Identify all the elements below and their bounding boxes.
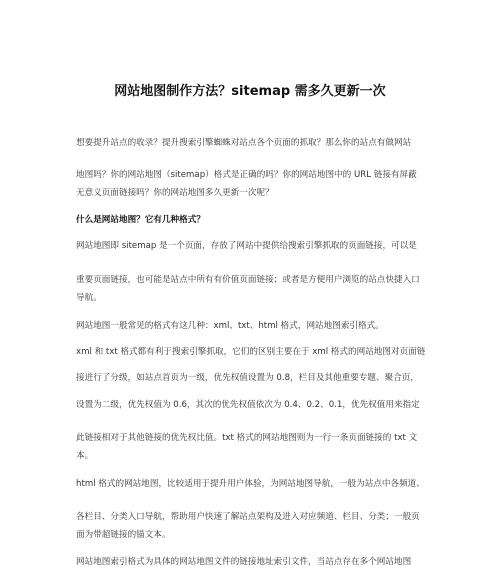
page-title: 网站地图制作方法？sitemap 需多久更新一次	[114, 84, 386, 99]
paragraph-line: 面为带超链接的锚文本。	[76, 530, 171, 540]
paragraph-line: 网站地图一般常见的格式有这几种：xml、txt、html 格式，网站地图索引格式。	[76, 321, 384, 331]
paragraph-line: 导航。	[76, 293, 102, 303]
section-heading: 什么是网站地图？它有几种格式？	[76, 215, 205, 225]
paragraph-line: 设置为二级，优先权值为 0.6，其次的优先权值依次为 0.4、0.2、0.1，优先权值用来指定	[76, 400, 420, 410]
paragraph-line: 各栏目、分类入口导航，帮助用户快速了解站点架构及进入对应频道、栏目、分类；一般页	[76, 512, 420, 522]
paragraph-line: html 格式的网站地图，比较适用于提升用户体验，为网站地图导航，一般为站点中各频道、	[76, 479, 425, 489]
paragraph-line: 接进行了分级，如站点首页为一级，优先权值设置为 0.8，栏目及其他重要专题、聚合页，	[76, 373, 419, 383]
paragraph-line: 重要页面链接，也可能是站点中所有有价值页面链接；或者是方便用户浏览的站点快捷入口	[76, 275, 420, 285]
paragraph-line: 网站地图即 sitemap 是一个页面，存放了网站中提供给搜索引擎抓取的页面链接，可以是	[76, 241, 417, 251]
paragraph-line: xml 和 txt 格式都有利于搜索引擎抓取，它们的区别主要在于 xml 格式的网站地图对页面链	[76, 347, 426, 357]
paragraph-line: 此链接相对于其他链接的优先权比值。txt 格式的网站地图则为一行一条页面链接的 txt 文	[76, 433, 418, 443]
paragraph-line: 本。	[76, 451, 94, 461]
paragraph-line: 无意义页面链接吗？你的网站地图多久更新一次呢？	[76, 188, 274, 198]
paragraph-line: 网站地图索引格式为具体的网站地图文件的链接地址索引文件，当站点存在多个网站地图	[76, 557, 412, 567]
paragraph-line: 想要提升站点的收录？提升搜索引擎蜘蛛对站点各个页面的抓取？那么你的站点有做网站	[76, 138, 412, 148]
paragraph-line: 地图吗？你的网站地图（sitemap）格式是正确的吗？你的网站地图中的 URL 链接有屏蔽	[76, 170, 417, 180]
